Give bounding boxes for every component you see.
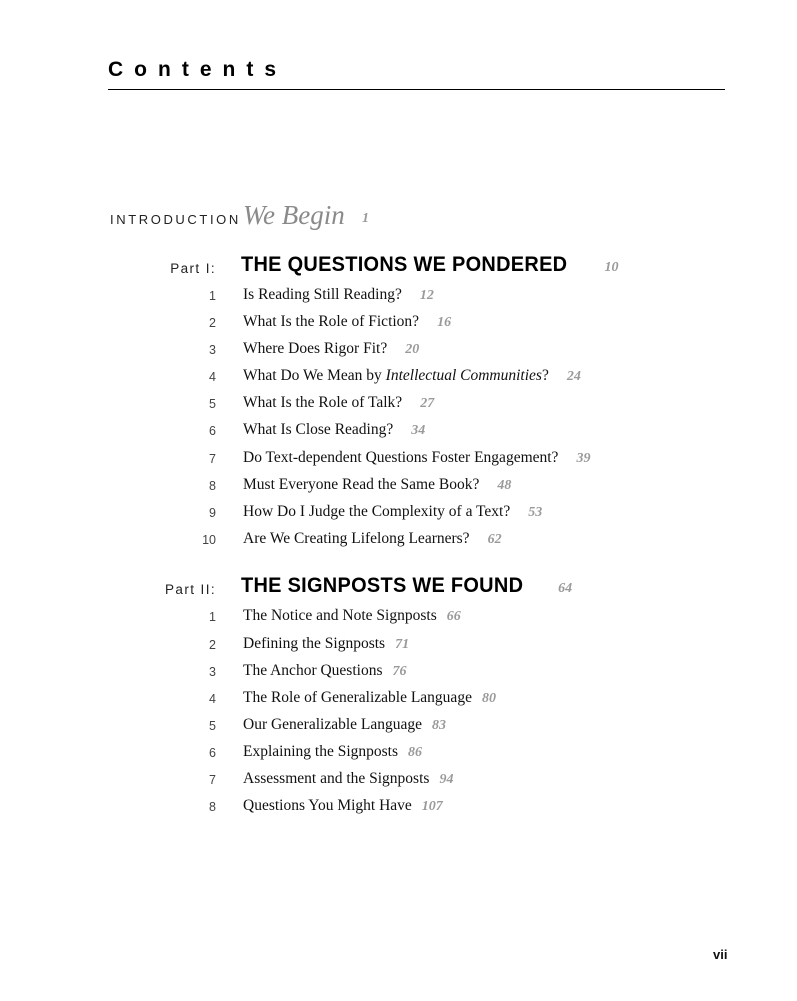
chapter-page-number: 48 xyxy=(497,478,512,493)
introduction-title[interactable]: We Begin xyxy=(243,200,345,230)
page-title: Contents xyxy=(108,58,287,81)
chapter-page-number: 12 xyxy=(419,288,434,303)
chapter-number: 8 xyxy=(209,479,216,493)
chapter-number: 2 xyxy=(209,316,216,330)
chapter-title-prefix: What Do We Mean by xyxy=(243,367,386,384)
toc-entry[interactable] xyxy=(0,340,797,362)
chapter-number: 7 xyxy=(209,773,216,787)
chapter-title: Do Text-dependent Questions Foster Engagement? xyxy=(243,449,559,466)
chapter-title xyxy=(243,367,549,384)
chapter-title: What Is Close Reading? xyxy=(243,421,394,438)
toc-entry[interactable] xyxy=(0,530,797,552)
chapter-title: Are We Creating Lifelong Learners? xyxy=(243,530,470,547)
chapter-number: 5 xyxy=(209,397,216,411)
chapter-page-number: 83 xyxy=(432,718,447,733)
toc-entry[interactable] xyxy=(0,421,797,443)
chapter-page-number: 24 xyxy=(566,369,581,384)
toc-entry[interactable] xyxy=(0,313,797,335)
toc-entry[interactable] xyxy=(0,367,797,389)
header-rule xyxy=(108,89,725,90)
chapter-title: The Notice and Note Signposts xyxy=(243,607,437,624)
chapter-title: The Anchor Questions xyxy=(243,662,383,679)
page-folio: vii xyxy=(713,947,728,962)
chapter-title: What Is the Role of Fiction? xyxy=(243,313,420,330)
chapter-title: Questions You Might Have xyxy=(243,797,412,814)
chapter-number: 7 xyxy=(209,452,216,466)
chapter-page-number: 16 xyxy=(437,315,452,330)
toc-entry[interactable] xyxy=(0,743,797,765)
chapter-page-number: 20 xyxy=(405,342,420,357)
chapter-title-emphasis: Intellectual Communities xyxy=(385,367,542,384)
chapter-page-number: 80 xyxy=(481,691,496,706)
chapter-page-number: 86 xyxy=(408,745,422,760)
chapter-page-number: 53 xyxy=(528,505,543,520)
introduction-page-number: 1 xyxy=(362,211,369,226)
toc-entry[interactable] xyxy=(0,286,797,308)
chapter-page-number: 62 xyxy=(487,532,502,547)
toc-entry[interactable] xyxy=(0,449,797,471)
chapter-page-number: 76 xyxy=(392,664,407,679)
chapter-title: Our Generalizable Language xyxy=(243,716,423,733)
chapter-title: Defining the Signposts xyxy=(243,635,386,652)
toc-entry[interactable] xyxy=(0,797,797,819)
chapter-title-suffix: ? xyxy=(541,367,549,384)
chapter-number: 6 xyxy=(209,424,216,438)
chapter-page-number: 27 xyxy=(420,396,435,411)
chapter-title: Assessment and the Signposts xyxy=(243,770,430,787)
part-1-heading[interactable] xyxy=(241,253,619,277)
toc-entry[interactable] xyxy=(0,503,797,525)
chapter-number: 3 xyxy=(209,665,216,679)
part-1-page-number: 10 xyxy=(604,260,619,275)
chapter-page-number: 94 xyxy=(439,772,454,787)
chapter-page-number: 34 xyxy=(411,423,426,438)
chapter-title: Must Everyone Read the Same Book? xyxy=(243,476,480,493)
chapter-page-number: 71 xyxy=(395,637,410,652)
toc-entry[interactable] xyxy=(0,607,797,629)
part-2-title: THE SIGNPOSTS WE FOUND xyxy=(241,574,524,597)
chapter-number: 9 xyxy=(209,506,216,520)
chapter-number: 5 xyxy=(209,719,216,733)
part-2-page-number: 64 xyxy=(558,581,573,596)
toc-entry[interactable] xyxy=(0,770,797,792)
chapter-title: Explaining the Signposts xyxy=(243,743,398,760)
chapter-number: 6 xyxy=(209,746,216,760)
chapter-title: How Do I Judge the Complexity of a Text? xyxy=(243,503,511,520)
chapter-number: 8 xyxy=(209,800,216,814)
chapter-number: 10 xyxy=(202,533,216,547)
chapter-number: 1 xyxy=(209,610,216,624)
toc-entry[interactable] xyxy=(0,476,797,498)
chapter-title: Where Does Rigor Fit? xyxy=(243,340,388,357)
chapter-number: 2 xyxy=(209,638,216,652)
chapter-number: 4 xyxy=(209,370,216,384)
chapter-title: What Is the Role of Talk? xyxy=(243,394,403,411)
toc-entry[interactable] xyxy=(0,716,797,738)
chapter-page-number: 39 xyxy=(576,451,591,466)
introduction-label: INTRODUCTION xyxy=(110,212,241,227)
chapter-number: 1 xyxy=(209,289,216,303)
chapter-page-number: 107 xyxy=(421,799,443,814)
toc-entry[interactable] xyxy=(0,689,797,711)
chapter-page-number: 66 xyxy=(446,609,461,624)
chapter-number: 3 xyxy=(209,343,216,357)
part-2-label: Part II: xyxy=(165,582,216,597)
toc-entry[interactable] xyxy=(0,662,797,684)
toc-entry[interactable] xyxy=(0,635,797,657)
part-1-title: THE QUESTIONS WE PONDERED xyxy=(241,253,568,276)
part-1-label: Part I: xyxy=(170,261,216,276)
part-2-heading[interactable] xyxy=(241,574,572,598)
toc-entry[interactable] xyxy=(0,394,797,416)
chapter-title: The Role of Generalizable Language xyxy=(243,689,472,706)
chapter-title: Is Reading Still Reading? xyxy=(243,286,402,303)
chapter-number: 4 xyxy=(209,692,216,706)
